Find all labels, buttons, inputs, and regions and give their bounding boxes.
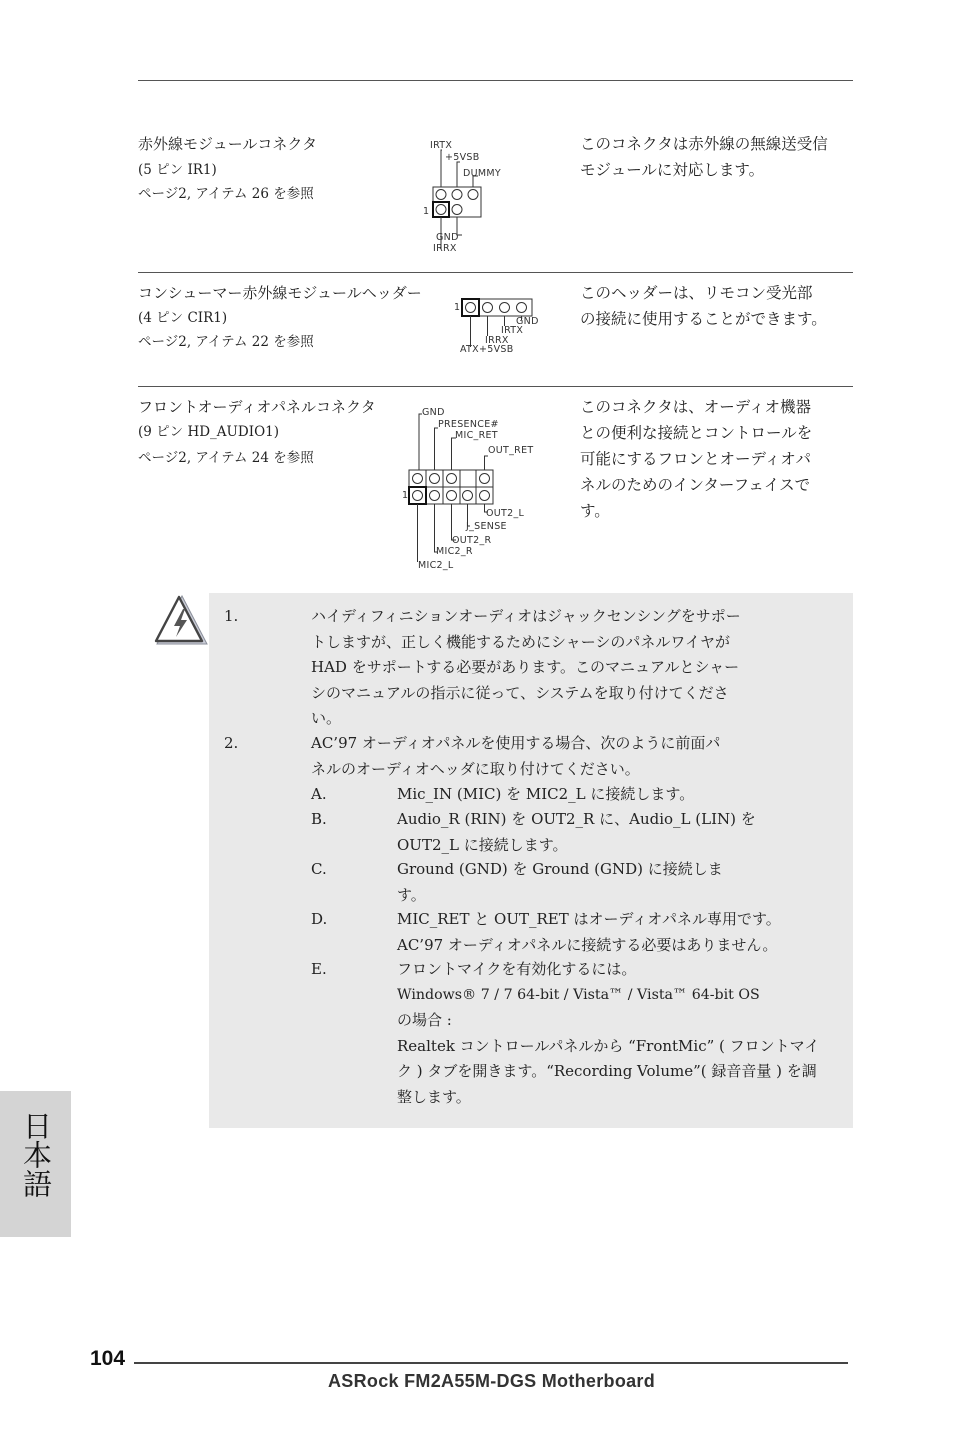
- page-number: 104: [90, 1347, 126, 1370]
- cir1-label-atx5vsb: ATX+5VSB: [460, 344, 514, 355]
- note-item-e-letter: E.: [311, 960, 327, 978]
- hd-audio-label-out2-l: OUT2_L: [486, 508, 525, 519]
- header-rule: [138, 80, 853, 81]
- warning-icon: [152, 593, 210, 649]
- hd-audio-label-mic-ret: MIC_RET: [455, 430, 498, 441]
- note-item-b-letter: B.: [311, 810, 327, 828]
- language-side-tab: [0, 1091, 71, 1237]
- hd-audio-label-gnd: GND: [422, 407, 445, 418]
- note-item-d-text: MIC_RET と OUT_RET はオーディオパネル専用です。 AC’97 オーディオパネルに接続する必要はありません。: [397, 910, 781, 954]
- audio-description: このコネクタは、オーディオ機器 との便利な接続とコントロールを 可能にするフロンとオーディオパ ネルのためのインターフェイスで す。: [580, 398, 813, 520]
- hd-audio-label-out-ret: OUT_RET: [488, 445, 534, 456]
- note-item-d-letter: D.: [311, 910, 328, 928]
- note-item-e-text: フロントマイクを有効化するには。 Windows® 7 / 7 64-bit / Vista™ / Vista™ 64-bit OS の場合 : Realtek コントロールパネルから “FrontMic” ( フロントマイ ク ) タブを開きます。“Recording Volume”( 録音音量 ) を調 整します。: [397, 960, 820, 1106]
- cir1-pin-diagram: [452, 292, 552, 362]
- ir1-label-dummy: DUMMY: [463, 168, 501, 179]
- hd-audio-label-presence: PRESENCE#: [438, 419, 499, 430]
- hd-audio-label-mic2-r: MIC2_R: [436, 546, 473, 557]
- ir1-label-irtx: IRTX: [430, 140, 453, 151]
- ir-subtitle: (5 ピン IR1): [138, 162, 217, 178]
- cir-subtitle: (4 ピン CIR1): [138, 310, 228, 326]
- audio-subtitle: (9 ピン HD_AUDIO1): [138, 424, 279, 440]
- note-1-text: ハイディフィニションオーディオはジャックセンシングをサポー トしますが、正しく機能するためにシャーシのパネルワイヤが HAD をサポートする必要があります。このマニュアルとシャー シのマニュアルの指示に従って、システムを取り付けてくださ い。: [311, 607, 741, 727]
- cir-reference: ページ2, アイテム 22 を参照: [138, 334, 314, 350]
- ir-title: 赤外線モジュールコネクタ: [138, 135, 318, 153]
- cir1-label-irrx: IRRX: [485, 335, 509, 346]
- ir1-label-irrx: IRRX: [433, 243, 457, 254]
- note-item-c-text: Ground (GND) を Ground (GND) に接続しま す。: [397, 860, 723, 904]
- hd-audio-pin-diagram: [398, 404, 548, 576]
- footer-rule: [134, 1362, 848, 1364]
- cir1-label-irtx: IRTX: [501, 325, 524, 336]
- note-2-text: AC’97 オーディオパネルを使用する場合、次のように前面パ ネルのオーディオヘッダに取り付けてください。: [311, 734, 721, 778]
- language-side-tab-label: 日本語: [19, 1111, 53, 1198]
- note-item-b-text: Audio_R (RIN) を OUT2_R に、Audio_L (LIN) を OUT2_L に接続します。: [397, 810, 756, 854]
- note-2-number: 2.: [224, 734, 239, 752]
- note-item-a-letter: A.: [311, 785, 327, 803]
- footer-title: ASRock FM2A55M-DGS Motherboard: [328, 1371, 656, 1391]
- cir-description: このヘッダーは、リモコン受光部 の接続に使用することができます。: [580, 284, 827, 328]
- note-1-number: 1.: [224, 607, 239, 625]
- ir-description: このコネクタは赤外線の無線送受信 モジュールに対応します。: [580, 135, 828, 179]
- ir1-pin-diagram: [420, 138, 530, 258]
- note-item-c-letter: C.: [311, 860, 327, 878]
- cir1-label-pin1: 1: [454, 302, 461, 313]
- ir-reference: ページ2, アイテム 26 を参照: [138, 186, 314, 202]
- note-item-a-text: Mic_IN (MIC) を MIC2_L に接続します。: [397, 785, 695, 803]
- hd-audio-label-j-sense: J_SENSE: [466, 521, 507, 532]
- section-rule-2: [138, 386, 853, 387]
- audio-reference: ページ2, アイテム 24 を参照: [138, 450, 314, 466]
- ir1-label-pin1: 1: [423, 206, 430, 217]
- hd-audio-label-out2-r: OUT2_R: [452, 535, 492, 546]
- cir1-label-gnd: GND: [516, 316, 539, 327]
- ir1-label-5vsb: +5VSB: [445, 152, 480, 163]
- hd-audio-label-mic2-l: MIC2_L: [418, 560, 454, 571]
- audio-title: フロントオーディオパネルコネクタ: [138, 398, 376, 416]
- section-rule-1: [138, 272, 853, 273]
- hd-audio-label-pin1: 1: [402, 490, 409, 501]
- cir-title: コンシューマー赤外線モジュールヘッダー: [138, 284, 422, 302]
- ir1-label-gnd: GND: [436, 232, 459, 243]
